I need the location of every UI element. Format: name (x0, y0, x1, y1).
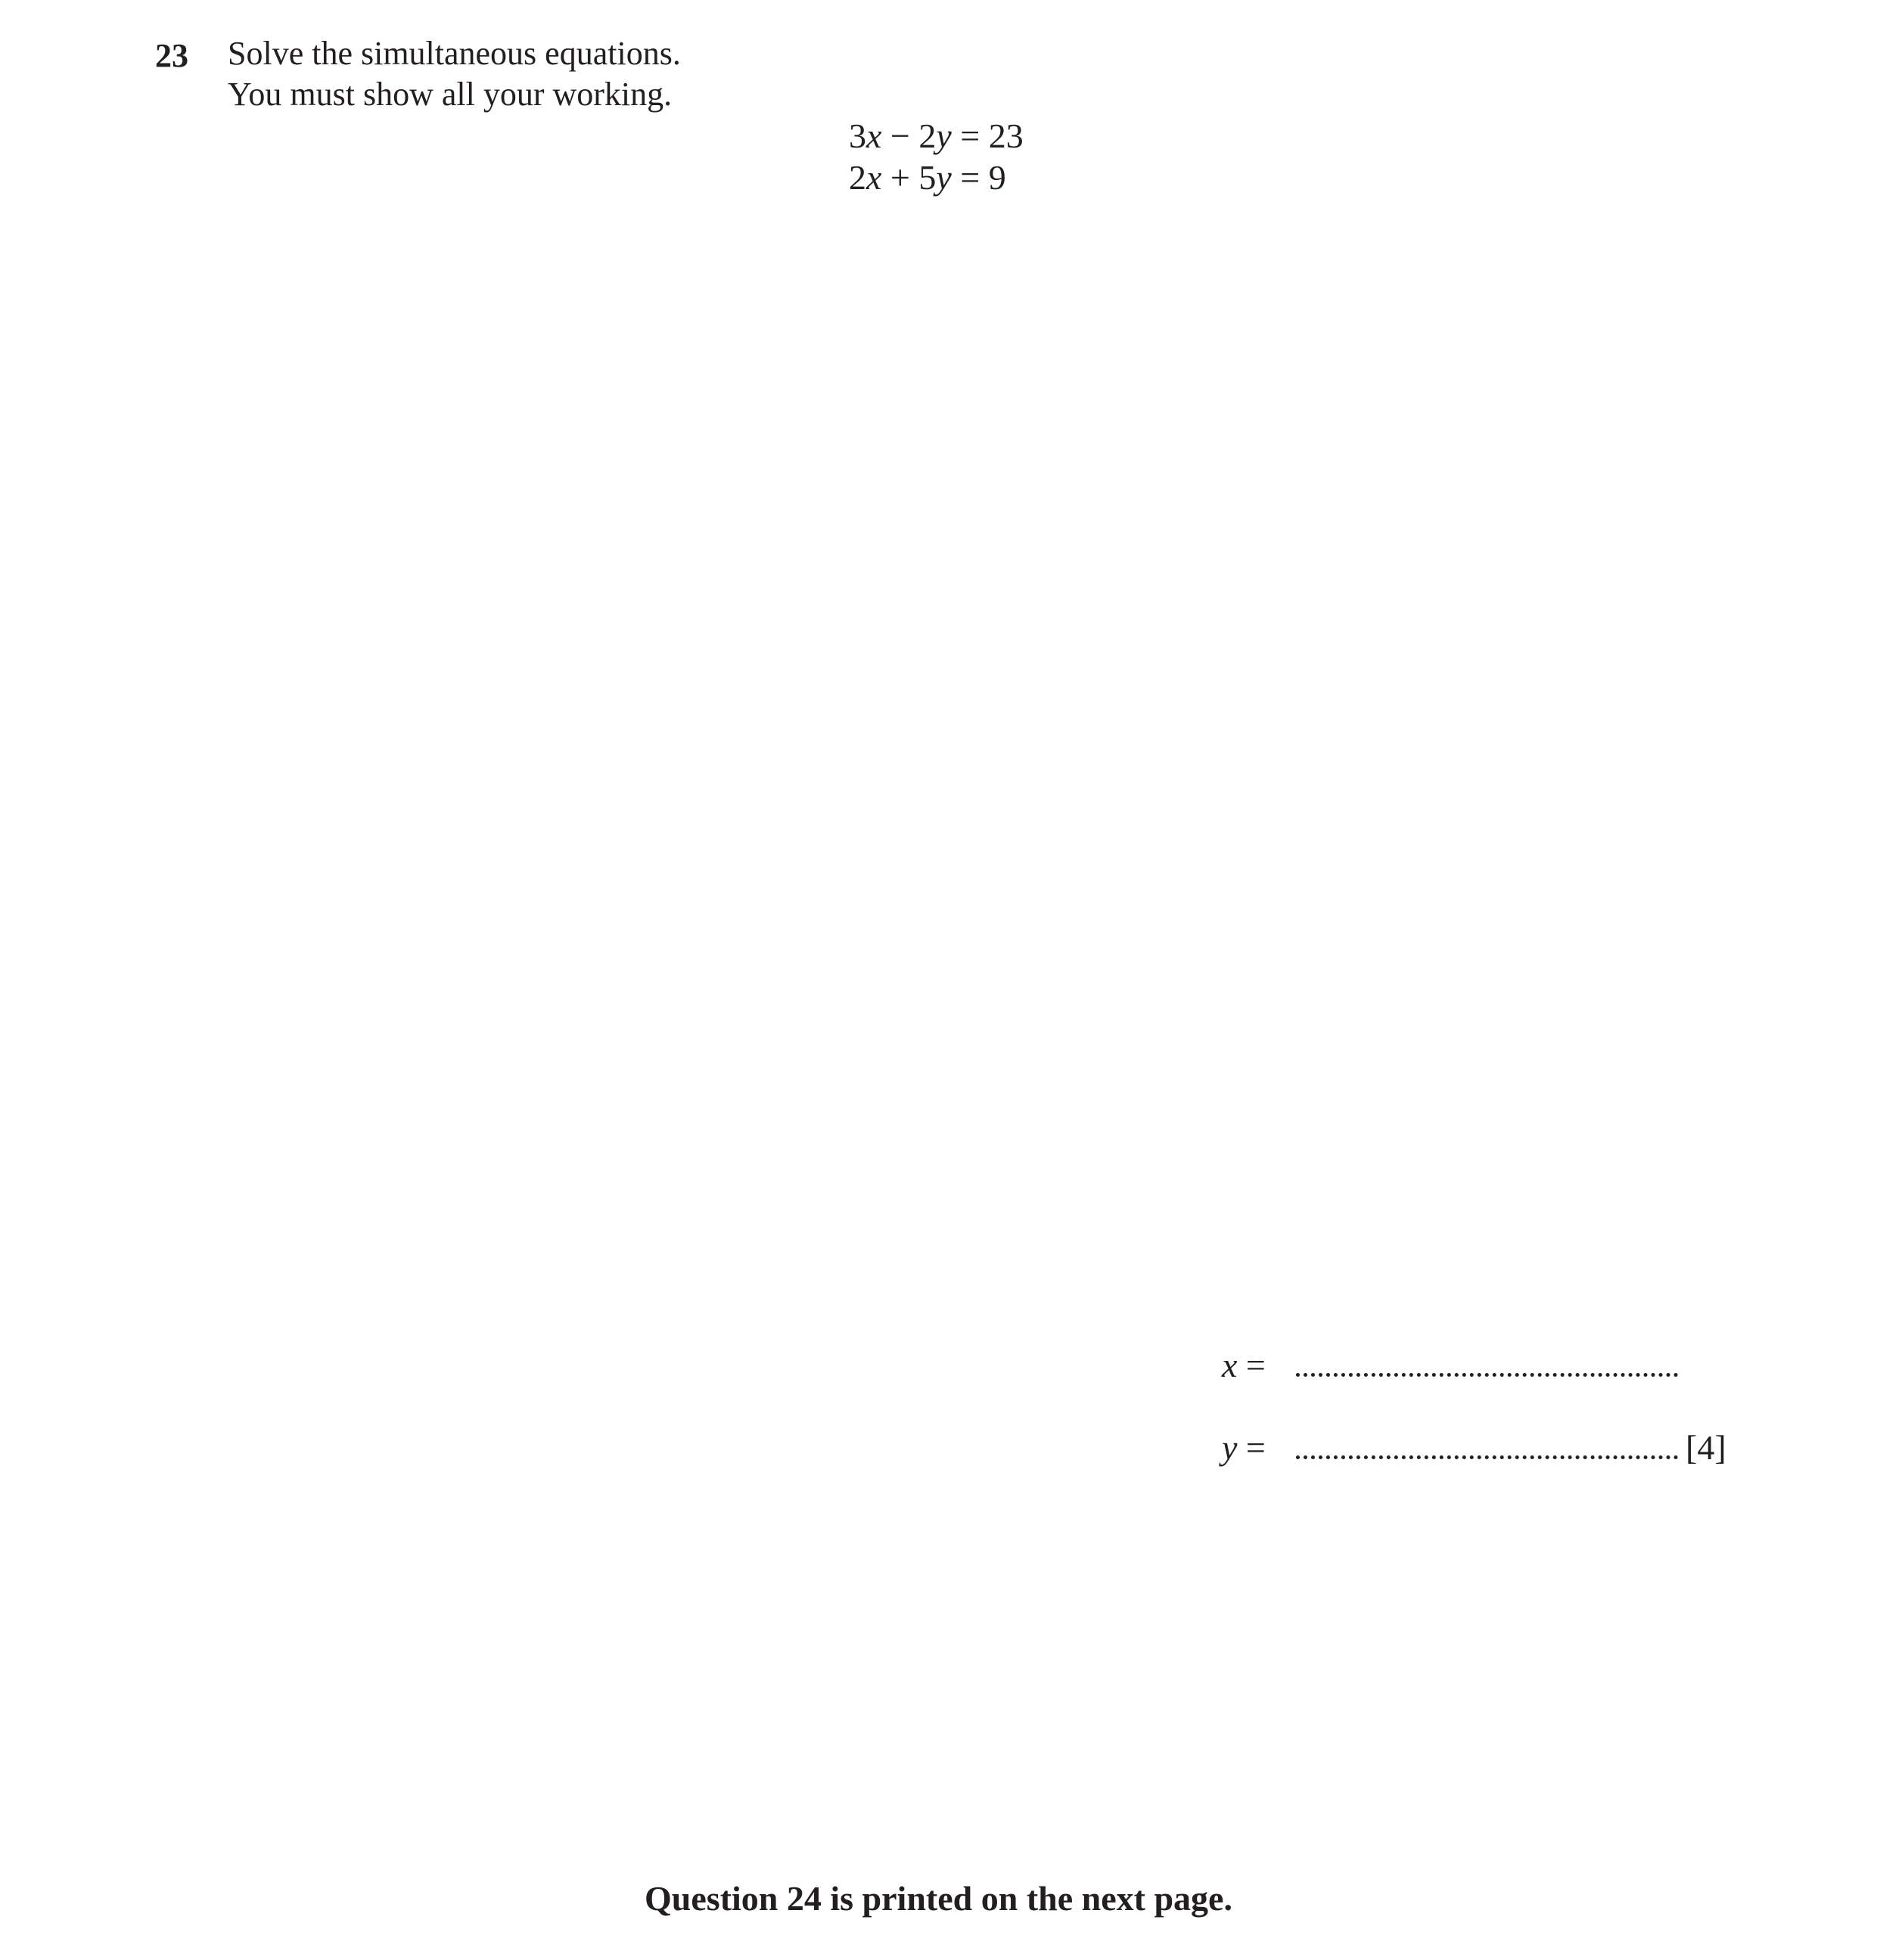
marks-badge: [4] (1686, 1428, 1726, 1467)
question-number: 23 (155, 37, 188, 74)
question-stem (228, 33, 681, 115)
footer-note: Question 24 is printed on the next page. (645, 1879, 1232, 1918)
equation-2: 2x + 5y = 9 (849, 158, 1006, 197)
answer-x-row (1222, 1343, 1678, 1388)
answer-y-row (1222, 1425, 1726, 1471)
answer-x-field[interactable] (1296, 1347, 1678, 1377)
answer-x-label: x = (1222, 1346, 1266, 1384)
answer-y-field[interactable] (1296, 1430, 1678, 1459)
question-instruction: Solve the simultaneous equations. (228, 35, 681, 72)
equation-block (849, 115, 1024, 198)
answer-y-label: y = (1222, 1428, 1266, 1467)
question-working-instruction: You must show all your working. (228, 76, 673, 113)
equation-1: 3x − 2y = 23 (849, 116, 1024, 155)
